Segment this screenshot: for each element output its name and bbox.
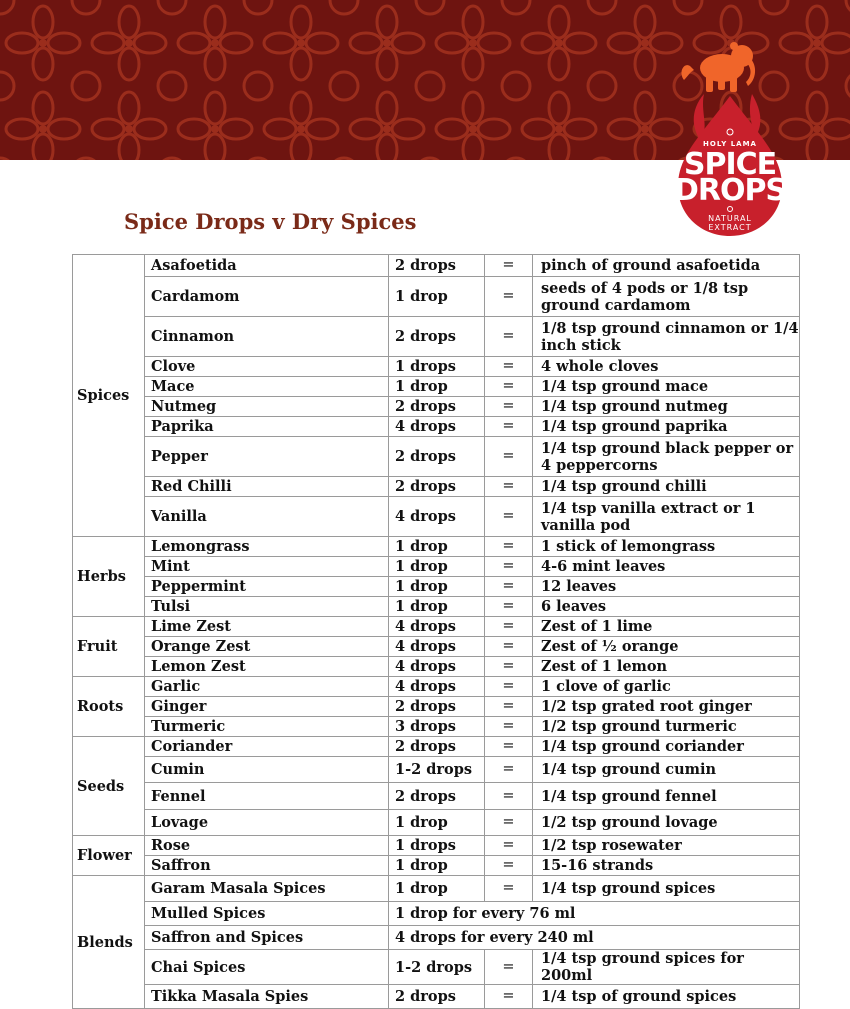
merged-amount-cell: 4 drops for every 240 ml bbox=[389, 926, 800, 950]
table-row bbox=[73, 926, 800, 950]
equals-sign-cell: = bbox=[485, 757, 533, 783]
table-row bbox=[73, 317, 800, 357]
spice-name-cell: Lemongrass bbox=[145, 537, 389, 557]
equivalent-cell: 1/4 tsp ground spices bbox=[533, 876, 800, 902]
spice-name-cell: Lovage bbox=[145, 810, 389, 836]
drops-cell: 4 drops bbox=[389, 417, 485, 437]
drops-cell: 2 drops bbox=[389, 397, 485, 417]
table-row bbox=[73, 902, 800, 926]
equivalent-cell: 4-6 mint leaves bbox=[533, 557, 800, 577]
drops-cell: 2 drops bbox=[389, 255, 485, 277]
spice-name-cell: Rose bbox=[145, 836, 389, 856]
equals-sign-cell: = bbox=[485, 557, 533, 577]
equals-sign-cell: = bbox=[485, 876, 533, 902]
equivalent-cell: 1/2 tsp rosewater bbox=[533, 836, 800, 856]
table-row bbox=[73, 657, 800, 677]
table-row bbox=[73, 856, 800, 876]
table-row bbox=[73, 876, 800, 902]
equals-sign-cell: = bbox=[485, 856, 533, 876]
equivalent-cell: 1/4 tsp ground fennel bbox=[533, 783, 800, 810]
equals-sign-cell: = bbox=[485, 277, 533, 317]
brand-drops: DROPS bbox=[673, 173, 787, 208]
spice-name-cell: Clove bbox=[145, 357, 389, 377]
equivalent-cell: 1/4 tsp ground cumin bbox=[533, 757, 800, 783]
drops-cell: 2 drops bbox=[389, 437, 485, 477]
conversion-table bbox=[72, 254, 800, 1009]
equivalent-cell: 1/4 tsp ground mace bbox=[533, 377, 800, 397]
drops-cell: 1 drop bbox=[389, 810, 485, 836]
spice-name-cell: Garlic bbox=[145, 677, 389, 697]
category-cell: Roots bbox=[73, 677, 145, 737]
equals-sign-cell: = bbox=[485, 357, 533, 377]
spice-name-cell: Tikka Masala Spies bbox=[145, 985, 389, 1009]
equivalent-cell: 1/4 tsp of ground spices bbox=[533, 985, 800, 1009]
equivalent-cell: 1/2 tsp ground turmeric bbox=[533, 717, 800, 737]
category-cell: Blends bbox=[73, 876, 145, 1009]
equals-sign-cell: = bbox=[485, 597, 533, 617]
equivalent-cell: 6 leaves bbox=[533, 597, 800, 617]
drops-cell: 1 drop bbox=[389, 557, 485, 577]
equivalent-cell: 12 leaves bbox=[533, 577, 800, 597]
elephant-icon bbox=[682, 42, 756, 92]
equals-sign-cell: = bbox=[485, 537, 533, 557]
spice-name-cell: Vanilla bbox=[145, 497, 389, 537]
category-cell: Fruit bbox=[73, 617, 145, 677]
drops-cell: 2 drops bbox=[389, 477, 485, 497]
equivalent-cell: 1/4 tsp vanilla extract or 1 vanilla pod bbox=[533, 497, 800, 537]
equals-sign-cell: = bbox=[485, 677, 533, 697]
equals-sign-cell: = bbox=[485, 697, 533, 717]
table-row bbox=[73, 397, 800, 417]
table-row bbox=[73, 357, 800, 377]
spice-name-cell: Red Chilli bbox=[145, 477, 389, 497]
drops-cell: 3 drops bbox=[389, 717, 485, 737]
spice-name-cell: Nutmeg bbox=[145, 397, 389, 417]
drops-cell: 1 drop bbox=[389, 577, 485, 597]
equals-sign-cell: = bbox=[485, 497, 533, 537]
table-row bbox=[73, 836, 800, 856]
spice-name-cell: Fennel bbox=[145, 783, 389, 810]
table-row bbox=[73, 277, 800, 317]
equals-sign-cell: = bbox=[485, 836, 533, 856]
brand-spice: SPICE bbox=[683, 147, 777, 182]
drops-cell: 1 drop bbox=[389, 537, 485, 557]
table-row bbox=[73, 597, 800, 617]
equals-sign-cell: = bbox=[485, 950, 533, 985]
equivalent-cell: pinch of ground asafoetida bbox=[533, 255, 800, 277]
spice-name-cell: Lemon Zest bbox=[145, 657, 389, 677]
spice-name-cell: Asafoetida bbox=[145, 255, 389, 277]
equivalent-cell: 4 whole cloves bbox=[533, 357, 800, 377]
equivalent-cell: 1/4 tsp ground chilli bbox=[533, 477, 800, 497]
spice-name-cell: Paprika bbox=[145, 417, 389, 437]
drops-cell: 2 drops bbox=[389, 697, 485, 717]
brand-extract: EXTRACT bbox=[708, 223, 752, 232]
equals-sign-cell: = bbox=[485, 637, 533, 657]
merged-amount-cell: 1 drop for every 76 ml bbox=[389, 902, 800, 926]
equivalent-cell: 1/2 tsp ground lovage bbox=[533, 810, 800, 836]
equals-sign-cell: = bbox=[485, 477, 533, 497]
drops-cell: 1 drop bbox=[389, 876, 485, 902]
equivalent-cell: 15-16 strands bbox=[533, 856, 800, 876]
equals-sign-cell: = bbox=[485, 783, 533, 810]
brand-natural: NATURAL bbox=[708, 214, 752, 223]
equivalent-cell: 1/2 tsp grated root ginger bbox=[533, 697, 800, 717]
equals-sign-cell: = bbox=[485, 437, 533, 477]
spice-name-cell: Ginger bbox=[145, 697, 389, 717]
drop-emblem-icon bbox=[660, 36, 800, 241]
drops-cell: 2 drops bbox=[389, 317, 485, 357]
category-cell: Flower bbox=[73, 836, 145, 876]
equals-sign-cell: = bbox=[485, 717, 533, 737]
equals-sign-cell: = bbox=[485, 985, 533, 1009]
equals-sign-cell: = bbox=[485, 317, 533, 357]
table-row bbox=[73, 537, 800, 557]
equivalent-cell: Zest of ½ orange bbox=[533, 637, 800, 657]
table-row bbox=[73, 677, 800, 697]
spice-name-cell: Cardamom bbox=[145, 277, 389, 317]
equivalent-cell: 1/4 tsp ground nutmeg bbox=[533, 397, 800, 417]
drops-cell: 4 drops bbox=[389, 677, 485, 697]
equals-sign-cell: = bbox=[485, 657, 533, 677]
equivalent-cell: 1/4 tsp ground paprika bbox=[533, 417, 800, 437]
drops-cell: 1 drop bbox=[389, 377, 485, 397]
table-row bbox=[73, 950, 800, 985]
equivalent-cell: 1 stick of lemongrass bbox=[533, 537, 800, 557]
equivalent-cell: 1/4 tsp ground spices for 200ml bbox=[533, 950, 800, 985]
category-cell: Spices bbox=[73, 255, 145, 537]
spice-name-cell: Cinnamon bbox=[145, 317, 389, 357]
equals-sign-cell: = bbox=[485, 617, 533, 637]
spice-name-cell: Saffron bbox=[145, 856, 389, 876]
table-row bbox=[73, 783, 800, 810]
equals-sign-cell: = bbox=[485, 810, 533, 836]
equivalent-cell: seeds of 4 pods or 1/8 tsp ground cardamom bbox=[533, 277, 800, 317]
equivalent-cell: 1/4 tsp ground coriander bbox=[533, 737, 800, 757]
drops-cell: 1 drop bbox=[389, 597, 485, 617]
equals-sign-cell: = bbox=[485, 397, 533, 417]
table-row bbox=[73, 497, 800, 537]
equivalent-cell: Zest of 1 lime bbox=[533, 617, 800, 637]
spice-name-cell: Orange Zest bbox=[145, 637, 389, 657]
brand-holy-lama: HOLY LAMA bbox=[703, 140, 757, 148]
table-row bbox=[73, 377, 800, 397]
spice-name-cell: Chai Spices bbox=[145, 950, 389, 985]
drops-cell: 1 drops bbox=[389, 836, 485, 856]
equals-sign-cell: = bbox=[485, 577, 533, 597]
spice-name-cell: Mulled Spices bbox=[145, 902, 389, 926]
drops-cell: 2 drops bbox=[389, 737, 485, 757]
spice-name-cell: Pepper bbox=[145, 437, 389, 477]
drops-cell: 1 drop bbox=[389, 277, 485, 317]
table-row bbox=[73, 477, 800, 497]
table-row bbox=[73, 617, 800, 637]
equals-sign-cell: = bbox=[485, 377, 533, 397]
drops-cell: 4 drops bbox=[389, 637, 485, 657]
spice-name-cell: Mint bbox=[145, 557, 389, 577]
drops-cell: 4 drops bbox=[389, 617, 485, 637]
spice-drops-logo bbox=[660, 36, 800, 241]
table-row bbox=[73, 737, 800, 757]
page-title: Spice Drops v Dry Spices bbox=[124, 209, 417, 234]
spice-name-cell: Saffron and Spices bbox=[145, 926, 389, 950]
drops-cell: 2 drops bbox=[389, 783, 485, 810]
drops-cell: 1-2 drops bbox=[389, 950, 485, 985]
spice-name-cell: Turmeric bbox=[145, 717, 389, 737]
spice-name-cell: Lime Zest bbox=[145, 617, 389, 637]
table-row bbox=[73, 717, 800, 737]
table-row bbox=[73, 697, 800, 717]
table-row bbox=[73, 757, 800, 783]
category-cell: Seeds bbox=[73, 737, 145, 836]
spice-name-cell: Garam Masala Spices bbox=[145, 876, 389, 902]
table-row bbox=[73, 417, 800, 437]
drops-cell: 2 drops bbox=[389, 985, 485, 1009]
drops-cell: 4 drops bbox=[389, 657, 485, 677]
spice-name-cell: Peppermint bbox=[145, 577, 389, 597]
spice-name-cell: Tulsi bbox=[145, 597, 389, 617]
table-row bbox=[73, 810, 800, 836]
table-row bbox=[73, 557, 800, 577]
drops-cell: 1 drop bbox=[389, 856, 485, 876]
equivalent-cell: Zest of 1 lemon bbox=[533, 657, 800, 677]
table-row bbox=[73, 577, 800, 597]
spice-name-cell: Coriander bbox=[145, 737, 389, 757]
equivalent-cell: 1/8 tsp ground cinnamon or 1/4 inch stick bbox=[533, 317, 800, 357]
table-row bbox=[73, 437, 800, 477]
spice-name-cell: Cumin bbox=[145, 757, 389, 783]
drops-cell: 1-2 drops bbox=[389, 757, 485, 783]
drops-cell: 1 drops bbox=[389, 357, 485, 377]
spice-name-cell: Mace bbox=[145, 377, 389, 397]
equivalent-cell: 1 clove of garlic bbox=[533, 677, 800, 697]
equivalent-cell: 1/4 tsp ground black pepper or 4 peppercorns bbox=[533, 437, 800, 477]
category-cell: Herbs bbox=[73, 537, 145, 617]
table-row bbox=[73, 637, 800, 657]
equals-sign-cell: = bbox=[485, 255, 533, 277]
equals-sign-cell: = bbox=[485, 737, 533, 757]
equals-sign-cell: = bbox=[485, 417, 533, 437]
table-row bbox=[73, 255, 800, 277]
drops-cell: 4 drops bbox=[389, 497, 485, 537]
